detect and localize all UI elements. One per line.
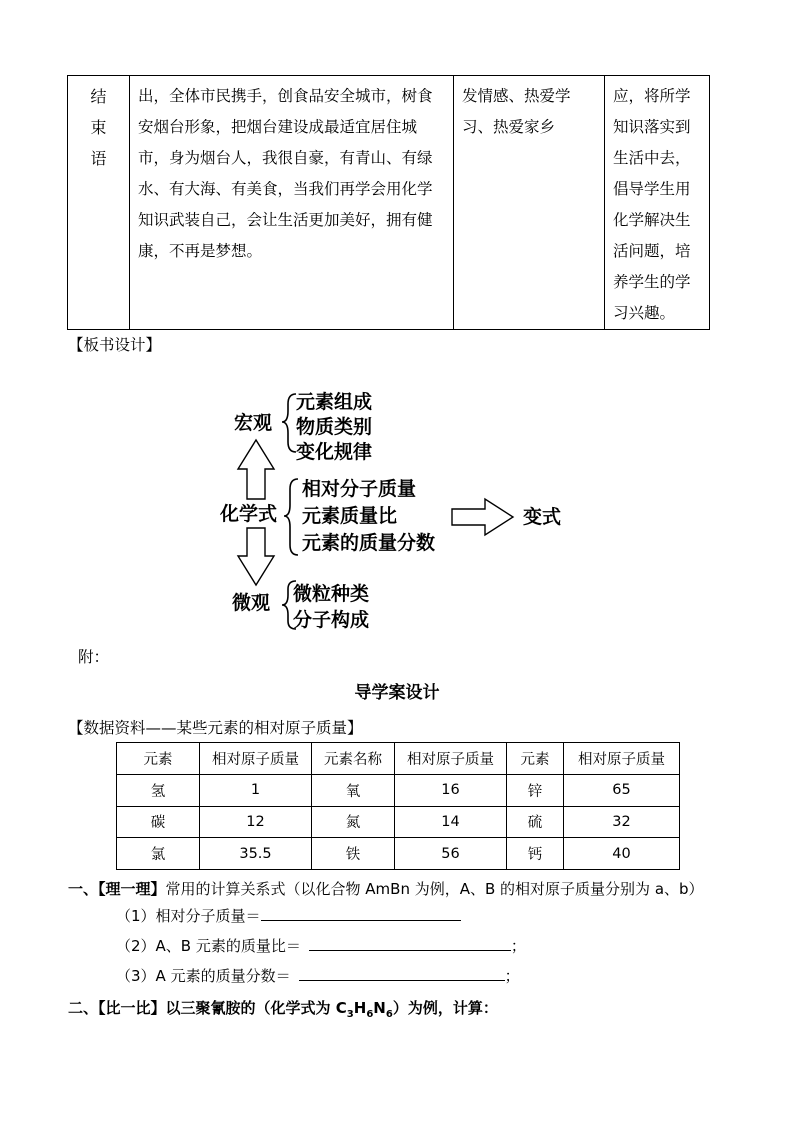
text-line: 安烟台形象，把烟台建设成最适宜居住城 (138, 118, 418, 136)
table-cell: 锌 (507, 774, 564, 806)
table-cell: 硫 (507, 806, 564, 838)
macro-label: 宏观 (234, 412, 273, 434)
student-cell (454, 76, 605, 330)
micro-item: 微粒种类 (293, 583, 370, 605)
table-cell: 氢 (117, 774, 200, 806)
center-item: 元素质量比 (302, 505, 398, 527)
table-row (117, 806, 680, 838)
formula-subscript: 6 (366, 1009, 374, 1020)
table-header-cell: 相对原子质量 (200, 743, 312, 775)
text-line: 发情感、热爱学 (462, 87, 571, 105)
table-row (117, 838, 680, 870)
formula (335, 999, 393, 1020)
board-diagram (200, 385, 600, 640)
down-arrow-icon (238, 528, 274, 585)
section1-bracket: 【理一理】 (98, 880, 166, 898)
text-line: 养学生的学 (613, 273, 691, 291)
text-line: 知识落实到 (613, 118, 691, 136)
table-cell: 65 (564, 774, 680, 806)
table-cell: 56 (395, 838, 507, 870)
center-item: 元素的质量分数 (302, 532, 436, 554)
guide-title: 导学案设计 (354, 683, 440, 703)
section1-text: 常用的计算关系式（以化合物 AmBn 为例，A、B 的相对原子质量分别为 a、b） (165, 880, 704, 898)
semicolon: ； (504, 967, 520, 985)
table-cell: 氮 (312, 806, 395, 838)
stage-label (68, 76, 129, 174)
text-line: 倡导学生用 (613, 180, 691, 198)
macro-item: 元素组成 (296, 391, 373, 413)
table-header-cell: 元素名称 (312, 743, 395, 775)
stage-char: 语 (90, 149, 107, 168)
macro-item: 物质类别 (296, 416, 373, 438)
table-cell: 12 (200, 806, 312, 838)
formula-element: H (353, 999, 367, 1017)
micro-label: 微观 (232, 592, 271, 614)
table-cell: 16 (395, 774, 507, 806)
section2-text-before: 以三聚氰胺的（化学式为 (165, 999, 336, 1017)
center-brace (284, 479, 298, 555)
table-header-cell: 相对原子质量 (564, 743, 680, 775)
table-header-cell: 相对原子质量 (395, 743, 507, 775)
data-heading: 【数据资料——某些元素的相对原子质量】 (68, 719, 363, 737)
stage-char: 束 (90, 118, 107, 137)
center-item: 相对分子质量 (302, 478, 417, 500)
section2-prefix: 二、 (68, 999, 99, 1017)
table-row (117, 774, 680, 806)
text-line: 化学解决生 (613, 211, 691, 229)
table-cell: 32 (564, 806, 680, 838)
answer-blank-1[interactable] (261, 906, 461, 921)
text-line: 知识武装自己，会让生活更加美好，拥有健 (138, 211, 433, 229)
text-line: 习、热爱家乡 (462, 118, 556, 136)
result-label: 变式 (523, 506, 562, 528)
table-cell: 铁 (312, 838, 395, 870)
semicolon: ； (510, 937, 526, 955)
student-activity-text (454, 76, 604, 143)
intent-cell (605, 76, 710, 330)
board-design-heading: 【板书设计】 (68, 336, 162, 354)
text-line: 市，身为烟台人，我很自豪，有青山、有绿 (138, 149, 433, 167)
answer-blank-2[interactable] (309, 936, 511, 951)
question-3-label: （3）A 元素的质量分数＝ (116, 967, 291, 985)
text-line: 生活中去， (613, 149, 691, 167)
table-header-cell: 元素 (507, 743, 564, 775)
table-header-row (117, 743, 680, 775)
question-2-label: （2）A、B 元素的质量比＝ (116, 937, 301, 955)
macro-brace (282, 394, 296, 452)
question-1-label: （1）相对分子质量＝ (116, 907, 261, 925)
formula-subscript: 3 (346, 1009, 354, 1020)
answer-blank-3[interactable] (299, 966, 505, 981)
table-header-cell: 元素 (117, 743, 200, 775)
table-cell: 氧 (312, 774, 395, 806)
formula-element: N (373, 999, 386, 1017)
section1-prefix: 一、 (68, 880, 99, 898)
teacher-activity-text (130, 76, 453, 267)
table-cell: 碳 (117, 806, 200, 838)
formula-subscript: 6 (385, 1009, 393, 1020)
formula-element: C (335, 999, 347, 1017)
content-cell (130, 76, 454, 330)
section2-bracket: 【比一比】 (98, 999, 166, 1017)
right-arrow-icon (452, 499, 513, 535)
center-label: 化学式 (220, 503, 278, 525)
text-line: 康，不再是梦想。 (138, 242, 263, 260)
text-line: 应，将所学 (613, 87, 691, 105)
text-line: 习兴趣。 (613, 304, 676, 322)
section2-line (68, 997, 498, 1020)
text-line: 活问题，培 (613, 242, 691, 260)
text-line: 水、有大海、有美食，当我们再学会用化学 (138, 180, 433, 198)
atomic-mass-table (116, 742, 680, 870)
text-line: 出，全体市民携手，创食品安全城市，树食 (138, 87, 433, 105)
micro-item: 分子构成 (293, 609, 370, 631)
table-cell: 40 (564, 838, 680, 870)
stage-cell (68, 76, 130, 330)
table-cell: 35.5 (200, 838, 312, 870)
table-cell: 1 (200, 774, 312, 806)
question-2 (116, 935, 526, 956)
table-cell: 氯 (117, 838, 200, 870)
table-cell: 钙 (507, 838, 564, 870)
section1-line (68, 878, 704, 899)
stage-char: 结 (90, 87, 107, 106)
question-3 (116, 965, 520, 986)
appendix-label: 附： (78, 648, 110, 666)
macro-item: 变化规律 (296, 441, 373, 463)
up-arrow-icon (238, 440, 274, 499)
question-1 (116, 905, 461, 926)
table-cell: 14 (395, 806, 507, 838)
design-intent-text (605, 76, 709, 329)
lesson-table (67, 75, 710, 330)
section2-text-after: ）为例，计算： (392, 999, 498, 1017)
